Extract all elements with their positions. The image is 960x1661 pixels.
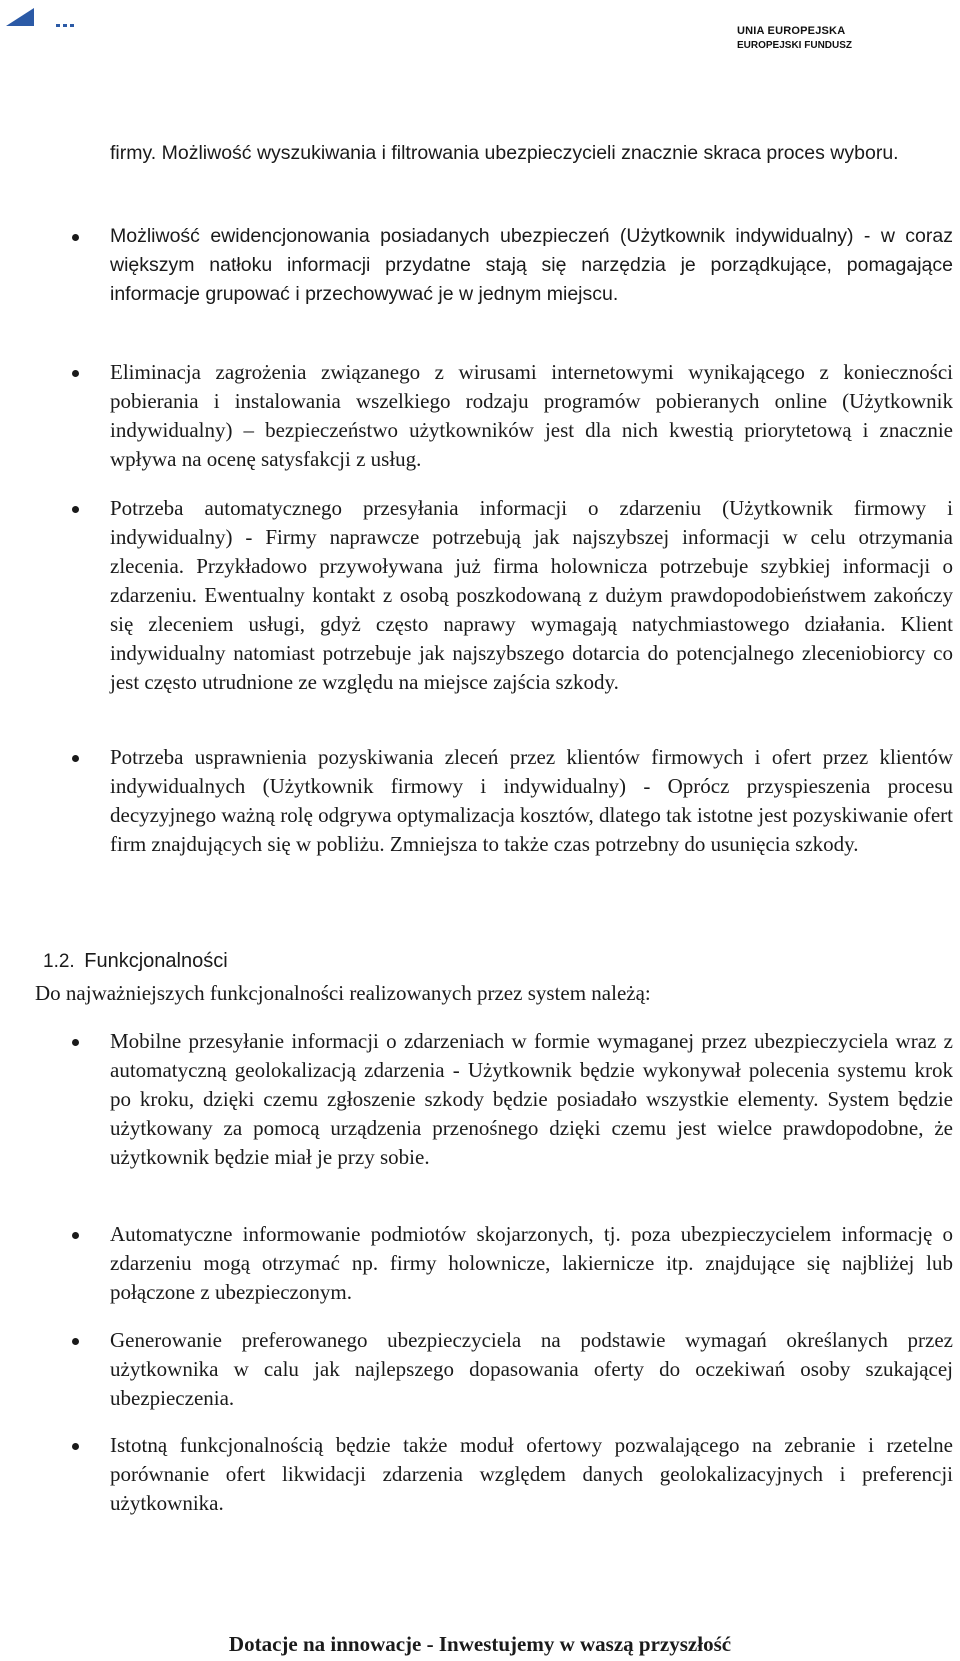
list-item-text: Istotną funkcjonalnością będzie także moduł ofertowy pozwalającego na zebranie i rzetelne porównanie ofert likwidacji zdarzenia względem danych geolokalizacyjnych i preferencji użytkownika. [110, 1433, 953, 1515]
section-intro: Do najważniejszych funkcjonalności realizowanych przez system należą: [35, 981, 651, 1005]
bullet-icon [72, 1232, 79, 1239]
bullet-icon [72, 1039, 79, 1046]
list-item-text: Potrzeba usprawnienia pozyskiwania zleceń przez klientów firmowych i ofert przez klientów indywidualnych (Użytkownik firmowy i indywidualny) - Oprócz przyspieszenia procesu decyzyjnego ważną rolę odgrywa optymalizacja kosztów, dlatego tak istotne jest pozyskiwanie ofert firm znajdujących się w pobliżu. Zmniejsza to także czas potrzebny do usunięcia szkody. [110, 745, 954, 856]
bullet-icon [72, 1443, 79, 1450]
eu-logo-line1: UNIA EUROPEJSKA [737, 25, 846, 37]
bullet-icon [72, 506, 79, 513]
eu-logo [735, 16, 860, 51]
list-item-text: Możliwość ewidencjonowania posiadanych ubezpieczeń (Użytkownik indywidualny) - w coraz większym natłoku informacji przydatne stają się narzędzia je porządkujące, pomagające informacje grupować i przechowywać je w jednym miejscu. [110, 225, 953, 305]
bullet-icon [72, 1338, 79, 1345]
list-item-text: Eliminacja zagrożenia związanego z wirusami internetowymi wynikającego z konieczności pobierania i instalowania wszelkiego rodzaju programów pobieranych online (Użytkownik indywidualny) – bezpieczeństwo użytkowników jest dla nich kwestią priorytetową i znacznie wpływa na ocenę satysfakcji z usług. [110, 360, 953, 471]
bullet-icon [72, 370, 79, 377]
continuation-paragraph: firmy. Możliwość wyszukiwania i filtrowania ubezpieczycieli znacznie skraca proces wyboru. [110, 142, 899, 164]
eu-logo-line2: EUROPEJSKI FUNDUSZ [737, 40, 853, 51]
bullet-icon [72, 755, 79, 762]
section-number: 1.2. [43, 951, 75, 972]
page-footer: Dotacje na innowacje - Inwestujemy w waszą przyszłość [228, 1632, 732, 1656]
logo-icon [4, 4, 84, 34]
list-item-text: Mobilne przesyłanie informacji o zdarzeniach w formie wymaganej przez ubezpieczyciela wraz z automatyczną geolokalizacją zdarzenia - Użytkownik będzie wykonywał polecenia systemu krok po kroku, dzięki czemu zgłoszenie szkody będzie posiadało wszystkie elementy. System będzie użytkowany za pomocą urządzenia przenośnego dzięki czemu jest wielce prawdopodobne, że użytkownik będzie miał je przy sobie. [110, 1029, 953, 1169]
list-item-text: Generowanie preferowanego ubezpieczyciela na podstawie wymagań określanych przez użytkownika w calu jak najlepszego dopasowania oferty do oczekiwań osoby szukającej ubezpieczenia. [110, 1328, 953, 1410]
section-heading [43, 950, 228, 973]
list-item-text: Potrzeba automatycznego przesyłania informacji o zdarzeniu (Użytkownik firmowy i indywidualny) - Firmy naprawcze potrzebują jak najszybszej informacji w celu otrzymania zlecenia. Przykładowo przywoływana już firma holownicza potrzebuje szybkiej informacji o zdarzeniu. Ewentualny kontakt z osobą poszkodowaną z dużym prawdopodobieństwem zakończy się zleceniem usługi, gdyż często naprawy wymagają natychmiastowego działania. Klient indywidualny natomiast potrzebuje jak najszybszego dotarcia do potencjalnego zleceniobiorcy co jest często utrudnione ze względu na miejsce zajścia szkody. [110, 496, 953, 694]
section-title: Funkcjonalności [84, 950, 228, 972]
list-item-text: Automatyczne informowanie podmiotów skojarzonych, tj. poza ubezpieczycielem informację o zdarzeniu mogą otrzymać np. firmy holownicze, lakiernicze itp. znajdujące się najbliżej lub połączone z ubezpieczonym. [110, 1222, 953, 1304]
bullet-icon [72, 234, 79, 241]
